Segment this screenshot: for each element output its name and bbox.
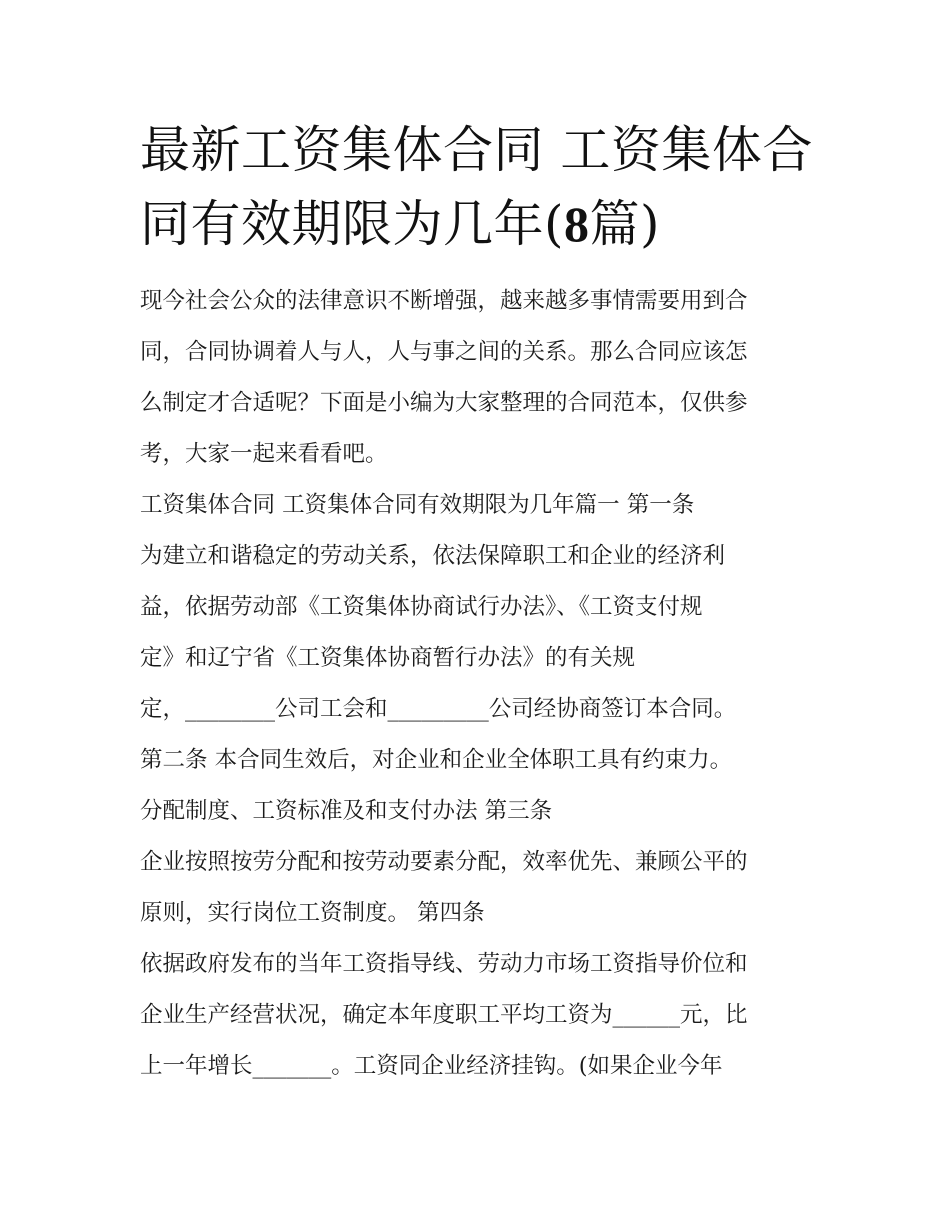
title-line-2: 同有效期限为几年( xyxy=(140,195,565,253)
body-line: 依据政府发布的当年工资指导线、劳动力市场工资指导价位和 xyxy=(140,951,748,977)
body-line: 定》和辽宁省《工资集体协商暂行办法》的有关规 xyxy=(140,645,636,671)
title-line-1: 最新工资集体合同 工资集体合 xyxy=(140,121,813,179)
body-line: 考，大家一起来看看吧。 xyxy=(140,441,388,467)
body-line: 原则，实行岗位工资制度。 第四条 xyxy=(140,900,485,926)
body-line: 益，依据劳动部《工资集体协商试行办法》、《工资支付规 xyxy=(140,594,703,620)
body-line: 第二条 本合同生效后，对企业和企业全体职工具有约束力。 xyxy=(140,747,733,773)
body-line: 企业按照按劳分配和按劳动要素分配，效率优先、兼顾公平的 xyxy=(140,849,748,875)
body-line: 企业生产经营状况，确定本年度职工平均工资为______元，比 xyxy=(140,1002,748,1028)
body-line: 定，________公司工会和_________公司经协商签订本合同。 xyxy=(140,696,737,722)
body-line: 同，合同协调着人与人，人与事之间的关系。那么合同应该怎 xyxy=(140,339,748,365)
document-title xyxy=(140,113,830,261)
body-line: 么制定才合适呢？下面是小编为大家整理的合同范本，仅供参 xyxy=(140,390,748,416)
title-line-2-end: 篇) xyxy=(589,195,661,253)
section-heading: 工资集体合同 工资集体合同有效期限为几年篇一 第一条 xyxy=(140,492,695,518)
body-line: 现今社会公众的法律意识不断增强，越来越多事情需要用到合 xyxy=(140,288,748,314)
title-count: 8 xyxy=(564,196,590,252)
body-line: 为建立和谐稳定的劳动关系，依法保障职工和企业的经济利 xyxy=(140,543,726,569)
body-line: 上一年增长_______。工资同企业经济挂钩。(如果企业今年 xyxy=(140,1053,723,1079)
body-line: 分配制度、工资标准及和支付办法 第三条 xyxy=(140,798,553,824)
